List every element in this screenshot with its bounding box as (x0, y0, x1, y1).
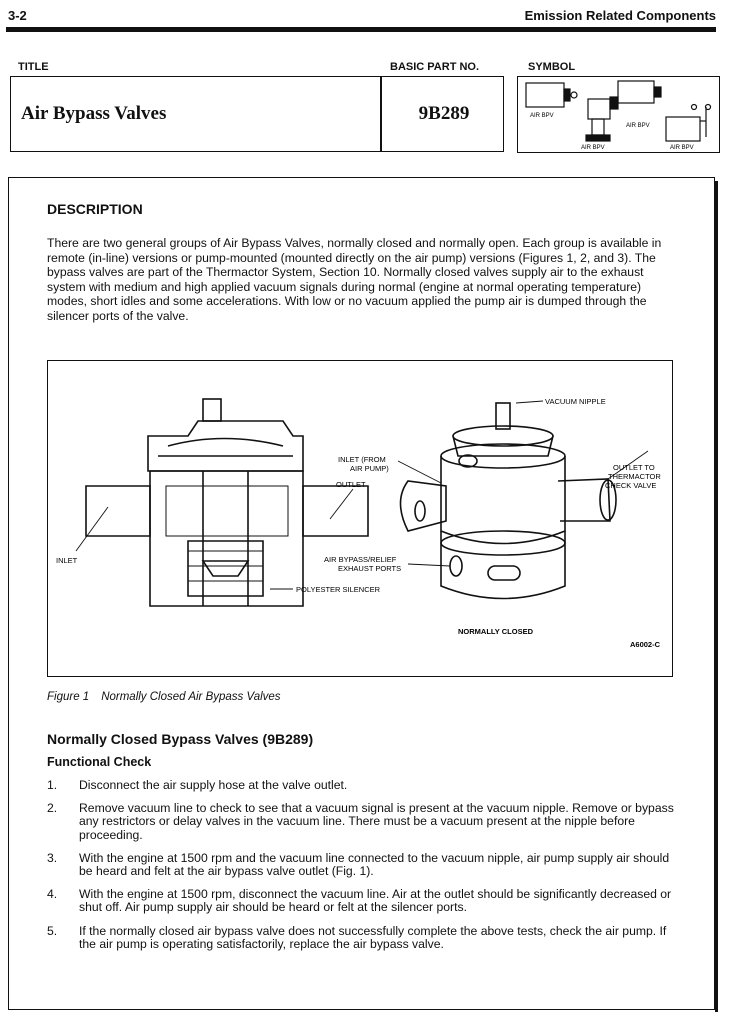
list-item: 3. With the engine at 1500 rpm and the vacuum line connected to the vacuum nipple, air pump supply air should be heard and felt at the air bypass valve outlet (Fig. 1). (47, 850, 670, 879)
label-vacuum-nipple: VACUUM NIPPLE (545, 397, 606, 406)
list-item: 1. Disconnect the air supply hose at the valve outlet. (47, 778, 348, 792)
figure-caption-number: Figure 1 (47, 691, 90, 703)
label-outlet-to-3: CHECK VALVE (605, 481, 657, 490)
component-part-no: 9B289 (418, 103, 470, 124)
label-outlet-to-1: OUTLET TO (613, 463, 655, 472)
page-number: 3-2 (8, 8, 27, 23)
section-heading: Normally Closed Bypass Valves (9B289) (47, 731, 314, 747)
label-inlet-from-2: AIR PUMP) (350, 464, 389, 473)
symbol-label-3: AIR BPV (626, 123, 650, 129)
header-rule (6, 27, 716, 32)
section-subheading: Functional Check (47, 755, 152, 769)
label-inlet: INLET (56, 556, 78, 565)
title-box (10, 76, 504, 152)
label-bypass-2: EXHAUST PORTS (338, 564, 402, 573)
component-title: Air Bypass Valves (21, 103, 167, 124)
title-label: TITLE (18, 61, 49, 73)
list-item: 4. With the engine at 1500 rpm, disconnect the vacuum line. Air at the outlet should be significantly decreased or shut off. Air pump supply air should be heard or felt at the silencer ports. (47, 887, 672, 915)
symbol-label-1: AIR BPV (530, 113, 554, 119)
label-outlet: OUTLET (336, 480, 366, 489)
label-normally-closed: NORMALLY CLOSED (458, 627, 534, 636)
title-divider (380, 77, 382, 151)
symbol-box (517, 76, 720, 153)
figure-caption-text: Normally Closed Air Bypass Valves (101, 691, 281, 703)
label-figure-code: A6002-C (630, 640, 661, 649)
label-bypass-1: AIR BYPASS/RELIEF (324, 555, 397, 564)
list-item: 2. Remove vacuum line to check to see that a vacuum signal is present at the vacuum nipple. Remove or bypass any restrictors or delay valves in the vacuum line. There must be a vacuum present at the nipple before proceeding. (47, 801, 674, 842)
label-outlet-to-2: THERMACTOR (608, 472, 661, 481)
symbol-label-2: AIR BPV (581, 145, 605, 151)
symbol-label: SYMBOL (528, 61, 576, 73)
list-item: 5. If the normally closed air bypass valve does not successfully complete the above tests, check the air pump. If the air pump is operating satisfactorily, replace the air bypass valve. (47, 923, 667, 951)
description-text: There are two general groups of Air Bypass Valves, normally closed and normally open. Each group is available in remote (in-line) versions or pump-mounted (mounted directly on the air pump) versions (Figures 1, 2, and 3). The bypass valves are part of the Thermactor System, Section 10. Normally closed valves supply air to the exhaust system with medium and high applied vacuum signals during normal (engine at normal operating temperature) modes, short idles and some accelerations. With low or no vacuum applied the pump air is dumped through the silencer ports of the valve. (47, 236, 662, 323)
section-title: Emission Related Components (524, 8, 716, 23)
description-heading: DESCRIPTION (47, 201, 143, 217)
symbol-label-4: AIR BPV (670, 145, 694, 151)
label-inlet-from-1: INLET (FROM (338, 455, 386, 464)
figure-caption (47, 691, 281, 703)
figure-box (47, 360, 673, 677)
valve-symbols-icon (518, 77, 718, 151)
label-silencer: POLYESTER SILENCER (296, 585, 381, 594)
part-no-label: BASIC PART NO. (390, 61, 480, 73)
functional-check-steps (47, 779, 677, 961)
air-bypass-valve-diagram (48, 361, 671, 675)
